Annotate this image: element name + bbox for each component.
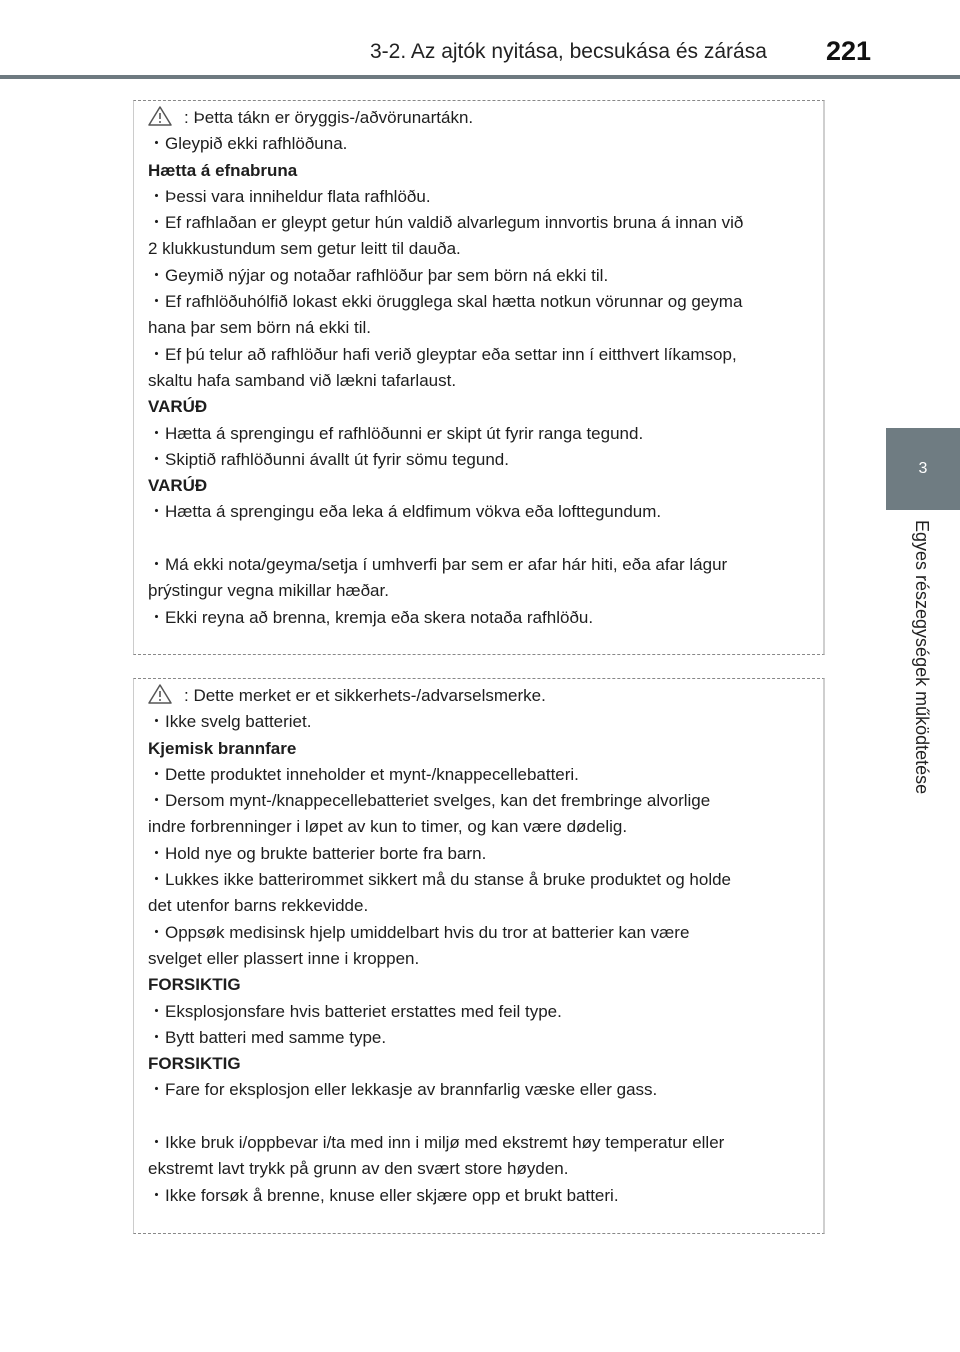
text-line: svelget eller plassert inne i kroppen. [148, 948, 420, 968]
text-line: ・Þessi vara inniheldur flata rafhlöðu. [148, 186, 431, 206]
blank-line [148, 526, 823, 552]
warning-triangle-icon [148, 684, 172, 712]
warning-symbol-text: : Dette merket er et sikkerhets-/advarselsmerke. [184, 686, 546, 705]
warning-symbol-line [148, 105, 823, 131]
header-title: 3-2. Az ajtók nyitása, becsukása és zárása [370, 40, 767, 63]
text-line: ・Ikke bruk i/oppbevar i/ta med inn i miljø med ekstremt høy temperatur eller [148, 1133, 725, 1153]
warning-symbol-line [148, 683, 823, 709]
text-line: ・Má ekki nota/geyma/setja í umhverfi þar sem er afar hár hiti, eða afar lágur [148, 555, 728, 575]
text-line: ・Hold nye og brukte batterier borte fra barn. [148, 843, 487, 863]
text-line: hana þar sem börn ná ekki til. [148, 318, 372, 338]
section-heading: VARÚÐ [148, 476, 208, 496]
text-line: ・Dersom mynt-/knappecellebatteriet svelges, kan det frembringe alvorlige [148, 791, 711, 811]
text-line: ・Gleypið ekki rafhlöðuna. [148, 134, 348, 154]
warning-symbol-text: : Þetta tákn er öryggis-/aðvörunartákn. [184, 108, 474, 127]
text-line: ・Lukkes ikke batterirommet sikkert må du stanse å bruke produktet og holde [148, 870, 732, 890]
section-heading: FORSIKTIG [148, 975, 241, 995]
text-line: ・Ef rafhlöðuhólfið lokast ekki örugglega skal hætta notkun vörunnar og geyma [148, 292, 743, 312]
text-line: ・Ikke svelg batteriet. [148, 712, 312, 732]
warning-box-norwegian [133, 678, 825, 1234]
section-heading: FORSIKTIG [148, 1054, 241, 1074]
text-line: ・Skiptið rafhlöðunni ávallt út fyrir sömu tegund. [148, 449, 509, 469]
warning-triangle-icon [148, 106, 172, 134]
text-line: ・Hætta á sprengingu ef rafhlöðunni er skipt út fyrir ranga tegund. [148, 423, 644, 443]
text-line: þrýstingur vegna mikillar hæðar. [148, 581, 389, 601]
section-heading: VARÚÐ [148, 397, 208, 417]
text-line: ・Fare for eksplosjon eller lekkasje av brannfarlig væske eller gass. [148, 1080, 658, 1100]
chapter-title: Egyes részegységek működtetése [912, 520, 932, 795]
chapter-number: 3 [918, 460, 928, 477]
chapter-tab [886, 428, 960, 510]
text-line: ・Bytt batteri med samme type. [148, 1027, 387, 1047]
text-line: ekstremt lavt trykk på grunn av den svært store høyden. [148, 1159, 569, 1179]
section-heading: Hætta á efnabruna [148, 160, 298, 180]
text-line: ・Hætta á sprengingu eða leka á eldfimum vökva eða lofttegundum. [148, 502, 662, 522]
warning-box-icelandic [133, 100, 825, 655]
text-line: det utenfor barns rekkevidde. [148, 896, 369, 916]
text-line: indre forbrenninger i løpet av kun to timer, og kan være dødelig. [148, 817, 628, 837]
text-line: ・Eksplosjonsfare hvis batteriet erstattes med feil type. [148, 1001, 562, 1021]
text-line: ・Ef þú telur að rafhlöður hafi verið gleyptar eða settar inn í eitthvert líkamsop, [148, 344, 737, 364]
text-line: ・Ef rafhlaðan er gleypt getur hún valdið alvarlegum innvortis bruna á innan við [148, 213, 744, 233]
text-line: ・Dette produktet inneholder et mynt-/knappecellebatteri. [148, 764, 579, 784]
text-line: 2 klukkustundum sem getur leitt til dauða. [148, 239, 461, 259]
text-line: ・Ikke forsøk å brenne, knuse eller skjære opp et brukt batteri. [148, 1185, 619, 1205]
blank-line [148, 1104, 823, 1130]
header-rule [0, 75, 960, 79]
page-number: 221 [826, 36, 872, 66]
section-heading: Kjemisk brannfare [148, 738, 297, 758]
text-line: skaltu hafa samband við lækni tafarlaust. [148, 370, 457, 390]
text-line: ・Geymið nýjar og notaðar rafhlöður þar sem börn ná ekki til. [148, 265, 609, 285]
text-line: ・Ekki reyna að brenna, kremja eða skera notaða rafhlöðu. [148, 607, 594, 627]
text-line: ・Oppsøk medisinsk hjelp umiddelbart hvis du tror at batterier kan være [148, 922, 690, 942]
